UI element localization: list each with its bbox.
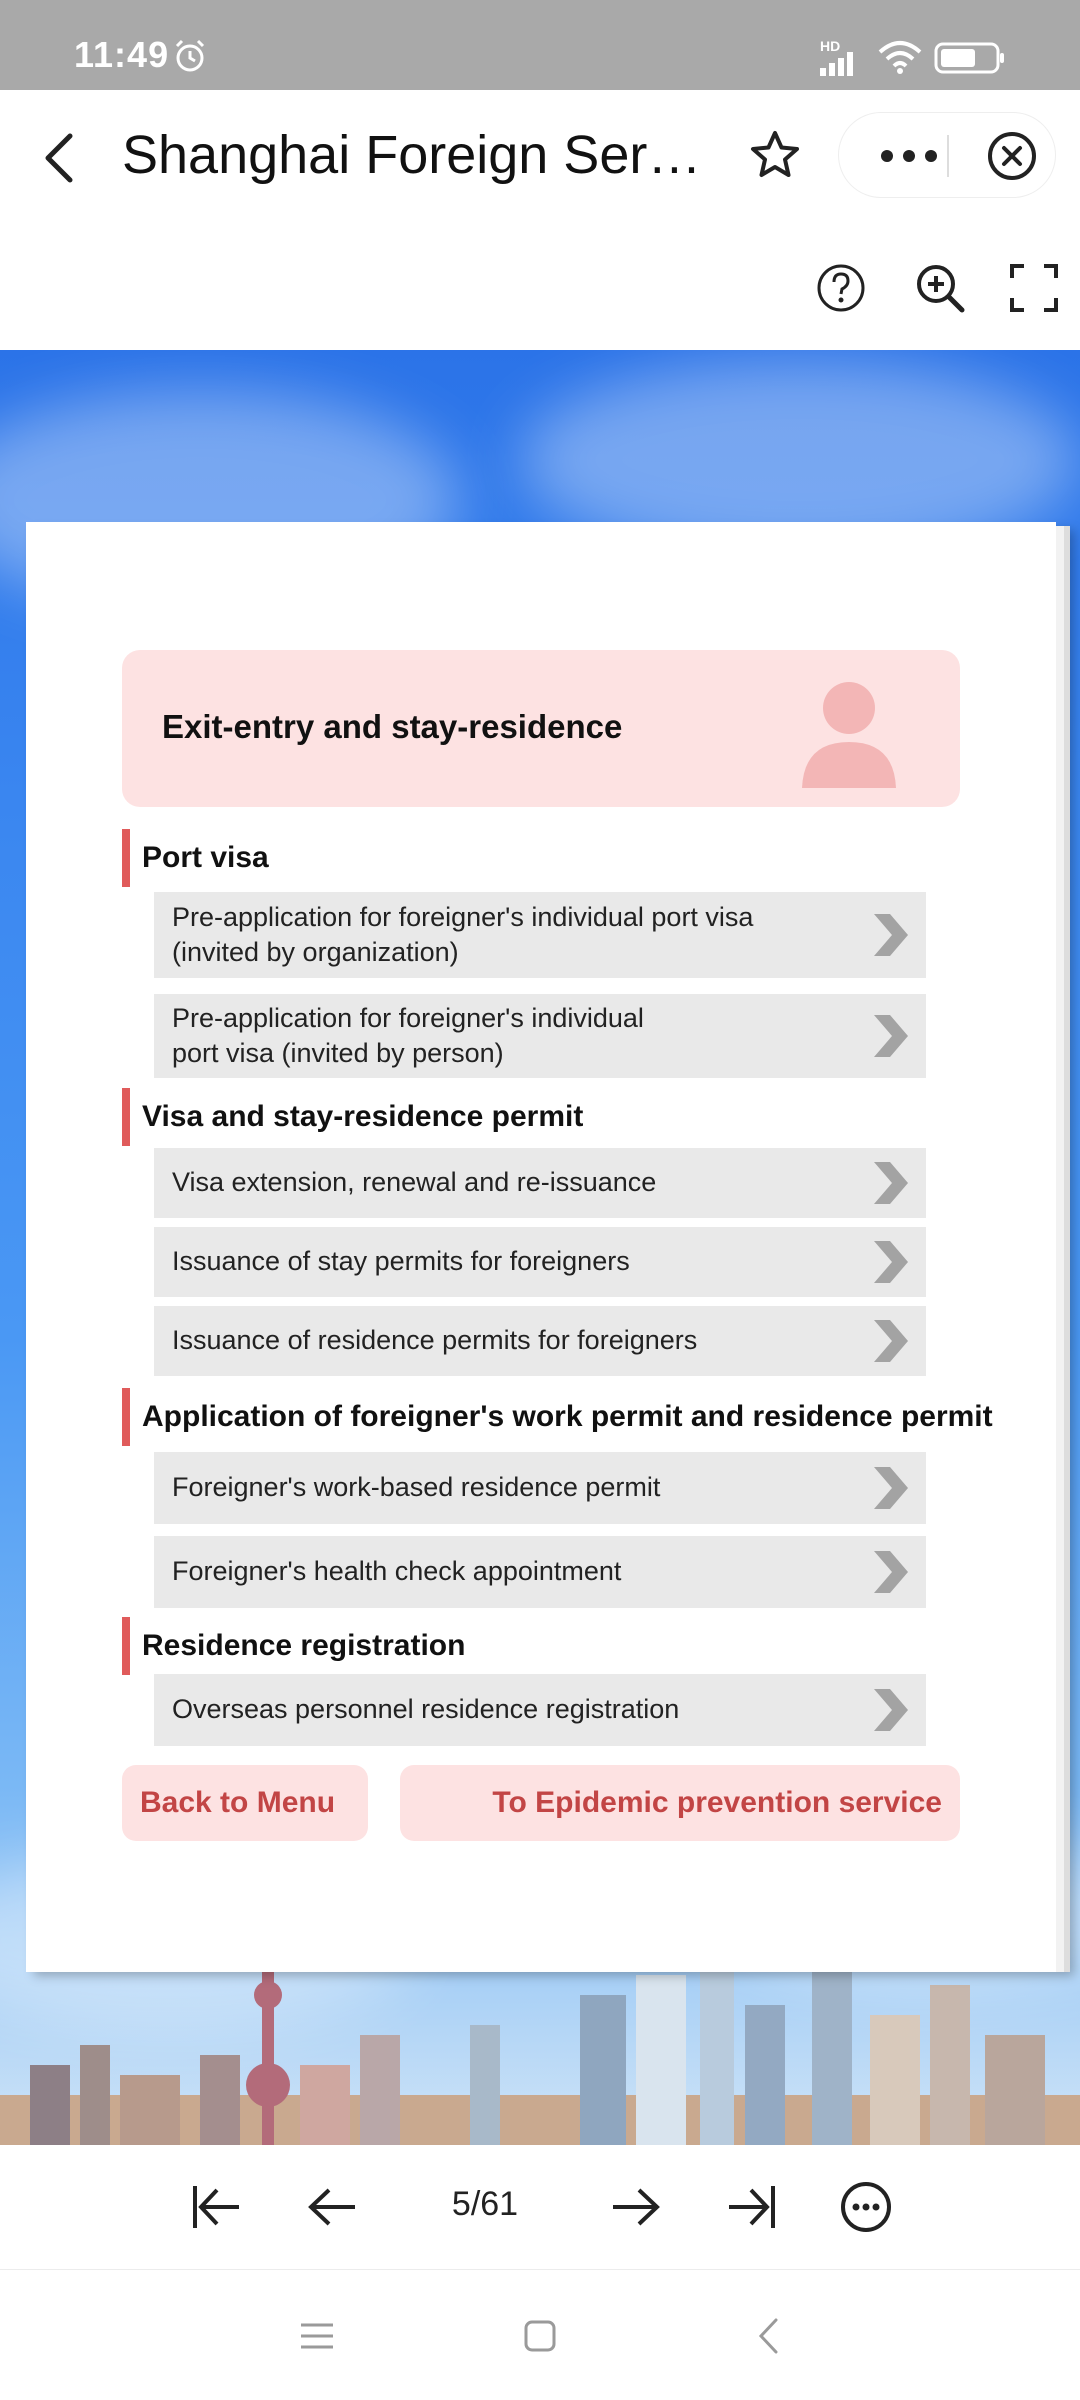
chevron-right-icon <box>868 1316 912 1366</box>
service-item[interactable] <box>154 1536 926 1608</box>
document-page <box>26 522 1056 1972</box>
epidemic-prevention-button[interactable]: To Epidemic prevention service <box>400 1765 960 1841</box>
system-back-button[interactable] <box>743 2314 793 2358</box>
wifi-icon <box>878 40 922 74</box>
chevron-left-icon <box>756 2317 780 2355</box>
zoom-in-button[interactable] <box>912 260 968 316</box>
more-options-button[interactable] <box>869 113 949 199</box>
help-circle-icon <box>815 262 867 314</box>
more-circle-icon <box>839 2180 893 2234</box>
page-heading: Exit-entry and stay-residence <box>162 708 623 745</box>
arrow-left-icon <box>305 2182 359 2232</box>
page-controls <box>0 2145 1080 2270</box>
alarm-icon <box>172 38 208 74</box>
back-arrow-icon[interactable] <box>40 128 80 188</box>
page-indicator: 5/61 <box>451 2185 519 2223</box>
menu-lines-icon <box>299 2321 335 2351</box>
service-item-label: Pre-application for foreigner's individual port visa (invited by organization) <box>172 901 754 967</box>
section-title-port-visa: Port visa <box>122 829 269 887</box>
arrow-right-icon <box>609 2182 663 2232</box>
chevron-right-icon <box>868 1158 912 1208</box>
back-to-menu-button[interactable]: Back to Menu <box>122 1765 368 1841</box>
service-item-label: Foreigner's health check appointment <box>172 1556 622 1587</box>
service-item[interactable] <box>154 1148 926 1218</box>
service-item[interactable] <box>154 1674 926 1746</box>
status-time: 11:49 <box>74 34 170 75</box>
service-item[interactable] <box>154 1452 926 1524</box>
service-item-label: Foreigner's work-based residence permit <box>172 1472 661 1503</box>
section-title-visa-stay-residence: Visa and stay-residence permit <box>122 1088 583 1146</box>
app-title: Shanghai Foreign Ser… <box>122 125 702 185</box>
battery-icon <box>934 42 1006 74</box>
mini-program-capsule <box>838 112 1056 198</box>
help-button[interactable] <box>813 260 869 316</box>
next-page-button[interactable] <box>604 2177 668 2237</box>
capsule-divider <box>947 135 949 177</box>
service-item[interactable] <box>154 892 926 978</box>
close-circle-icon <box>986 130 1038 182</box>
home-button[interactable] <box>515 2314 565 2358</box>
chevron-right-icon <box>868 1685 912 1735</box>
viewer-toolbar <box>0 220 1080 350</box>
fullscreen-button[interactable] <box>1006 260 1062 316</box>
service-item-label: Overseas personnel residence registration <box>172 1694 680 1725</box>
previous-page-button[interactable] <box>300 2177 364 2237</box>
last-page-icon <box>725 2182 779 2232</box>
section-title-work-permit: Application of foreigner's work permit and residence permit <box>122 1388 993 1446</box>
close-button[interactable] <box>969 113 1055 199</box>
service-item[interactable] <box>154 994 926 1078</box>
chevron-right-icon <box>868 1237 912 1287</box>
status-bar <box>0 0 1080 90</box>
chevron-right-icon <box>868 1547 912 1597</box>
person-icon <box>794 672 904 790</box>
service-item[interactable] <box>154 1306 926 1376</box>
first-page-icon <box>189 2182 243 2232</box>
recent-apps-button[interactable] <box>292 2314 342 2358</box>
star-icon <box>749 129 801 181</box>
system-navigation-bar <box>0 2270 1080 2400</box>
city-skyline-image <box>0 1945 1080 2145</box>
network-type-label: HD <box>820 38 841 54</box>
more-dots-icon <box>879 149 939 163</box>
zoom-in-icon <box>914 262 966 314</box>
service-item-label: Issuance of stay permits for foreigners <box>172 1246 630 1277</box>
section-header-card <box>122 650 960 807</box>
service-item-label: Visa extension, renewal and re-issuance <box>172 1167 657 1198</box>
square-home-icon <box>523 2319 557 2353</box>
more-page-options-button[interactable] <box>834 2177 898 2237</box>
chevron-right-icon <box>868 910 912 960</box>
first-page-button[interactable] <box>184 2177 248 2237</box>
service-item-label: Pre-application for foreigner's individual port visa (invited by person) <box>172 1002 644 1068</box>
service-item-label: Issuance of residence permits for foreigners <box>172 1325 698 1356</box>
document-viewer[interactable] <box>0 350 1080 2145</box>
chevron-right-icon <box>868 1463 912 1513</box>
last-page-button[interactable] <box>720 2177 784 2237</box>
fullscreen-icon <box>1010 264 1058 312</box>
section-title-residence-registration: Residence registration <box>122 1617 465 1675</box>
app-bar <box>0 90 1080 220</box>
favorite-button[interactable] <box>730 110 820 200</box>
signal-icon <box>820 52 860 76</box>
service-item[interactable] <box>154 1227 926 1297</box>
chevron-right-icon <box>868 1011 912 1061</box>
